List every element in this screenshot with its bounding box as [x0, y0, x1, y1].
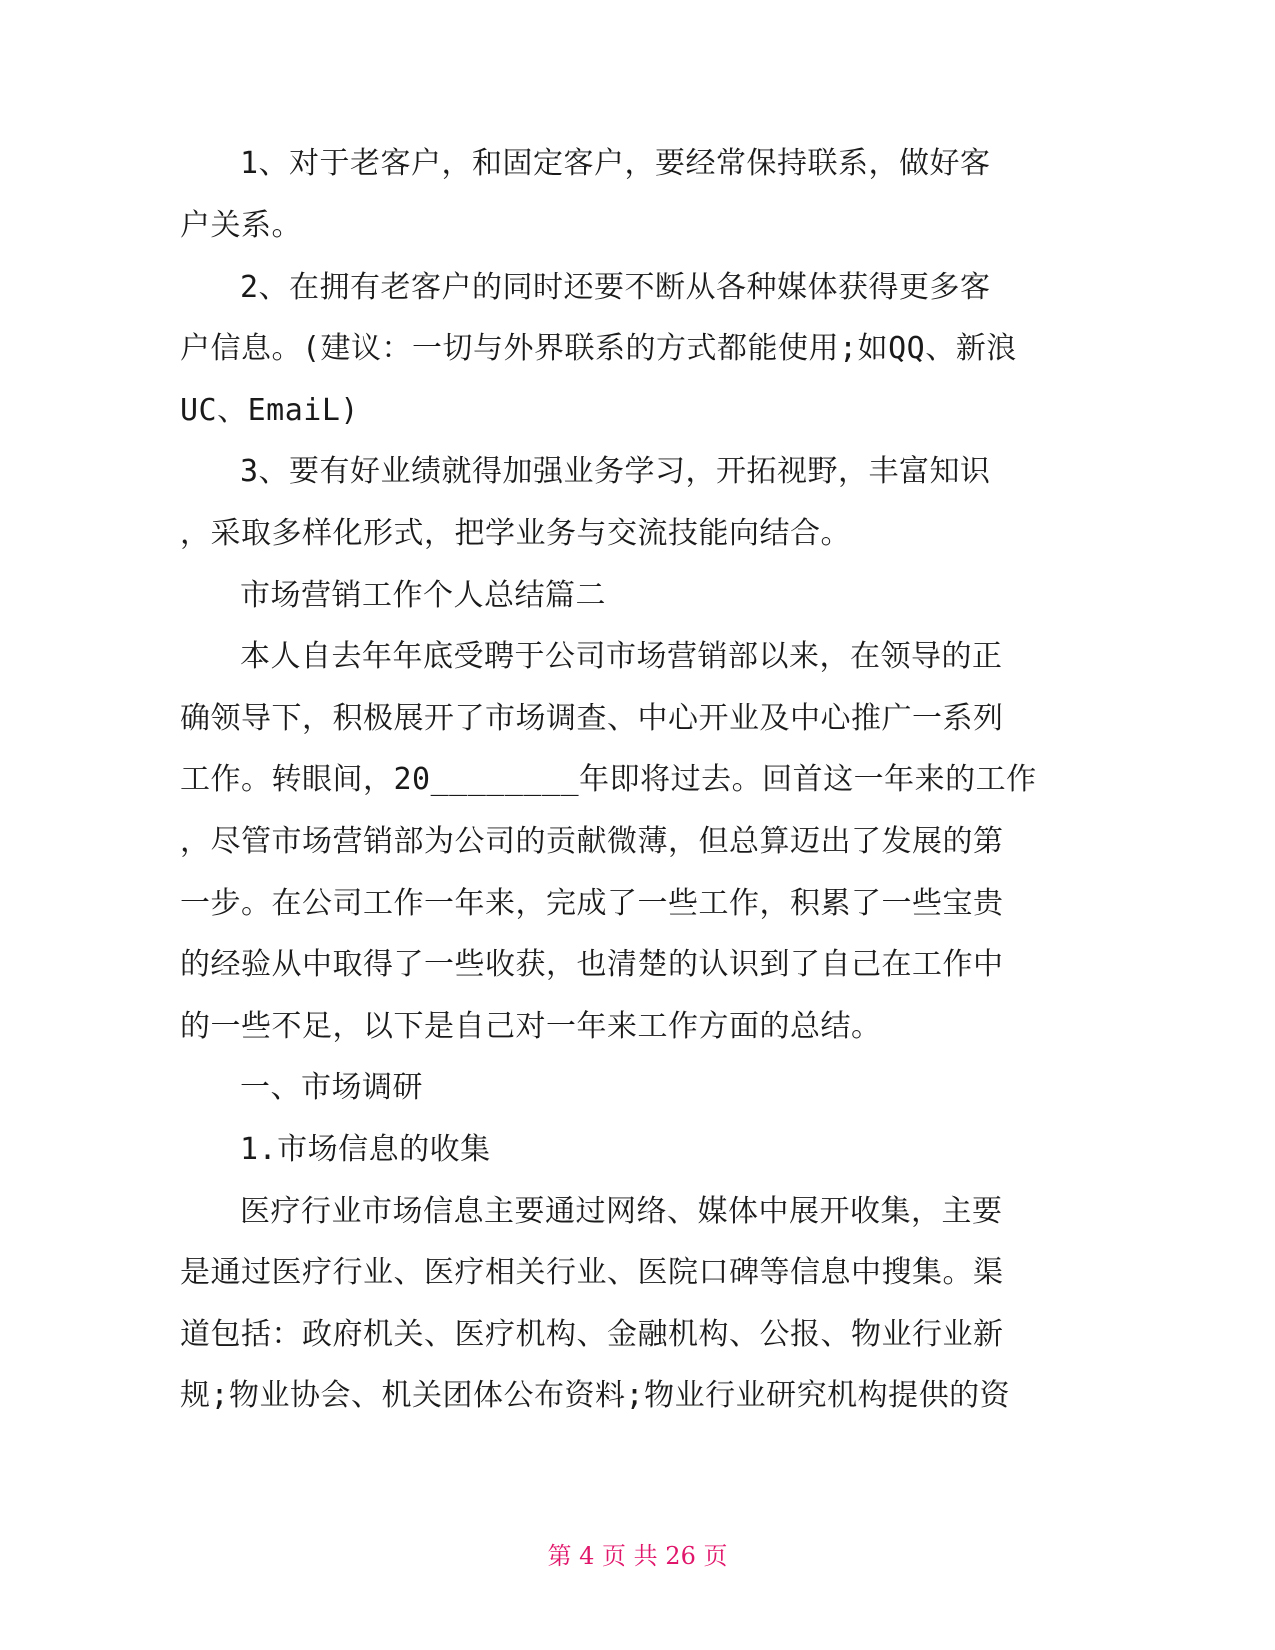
text-line: 规;物业协会、机关团体公布资料;物业行业研究机构提供的资 [180, 1378, 1011, 1413]
section-heading: 市场营销工作个人总结篇二 [240, 578, 606, 613]
text-line: 道包括：政府机关、医疗机构、金融机构、公报、物业行业新 [180, 1317, 1004, 1352]
text-line: 确领导下，积极展开了市场调查、中心开业及中心推广一系列 [180, 701, 1004, 736]
section-heading: 一、市场调研 [240, 1070, 423, 1105]
text-line: 2、在拥有老客户的同时还要不断从各种媒体获得更多客 [240, 270, 991, 305]
text-line: 的经验从中取得了一些收获，也清楚的认识到了自己在工作中 [180, 947, 1004, 982]
text-line: 医疗行业市场信息主要通过网络、媒体中展开收集，主要 [240, 1194, 1003, 1229]
text-line: 1、对于老客户，和固定客户，要经常保持联系，做好客 [240, 146, 991, 181]
text-line: 的一些不足，以下是自己对一年来工作方面的总结。 [180, 1009, 882, 1044]
text-line: 是通过医疗行业、医疗相关行业、医院口碑等信息中搜集。渠 [180, 1255, 1004, 1290]
page-number-footer: 第 4 页 共 26 页 [547, 1542, 728, 1570]
text-line: 3、要有好业绩就得加强业务学习，开拓视野，丰富知识 [240, 454, 991, 489]
subsection-heading: 1.市场信息的收集 [240, 1132, 491, 1167]
text-line: 户信息。(建议：一切与外界联系的方式都能使用;如QQ、新浪 [180, 331, 1017, 366]
text-line: 工作。转眼间，20________年即将过去。回首这一年来的工作 [180, 762, 1037, 797]
text-line: UC、EmaiL) [180, 393, 359, 428]
text-line: ，采取多样化形式，把学业务与交流技能向结合。 [180, 516, 851, 551]
text-line: 户关系。 [180, 208, 302, 243]
text-line: 一步。在公司工作一年来，完成了一些工作，积累了一些宝贵 [180, 886, 1004, 921]
text-line: 本人自去年年底受聘于公司市场营销部以来，在领导的正 [240, 639, 1003, 674]
text-line: ，尽管市场营销部为公司的贡献微薄，但总算迈出了发展的第 [180, 824, 1004, 859]
